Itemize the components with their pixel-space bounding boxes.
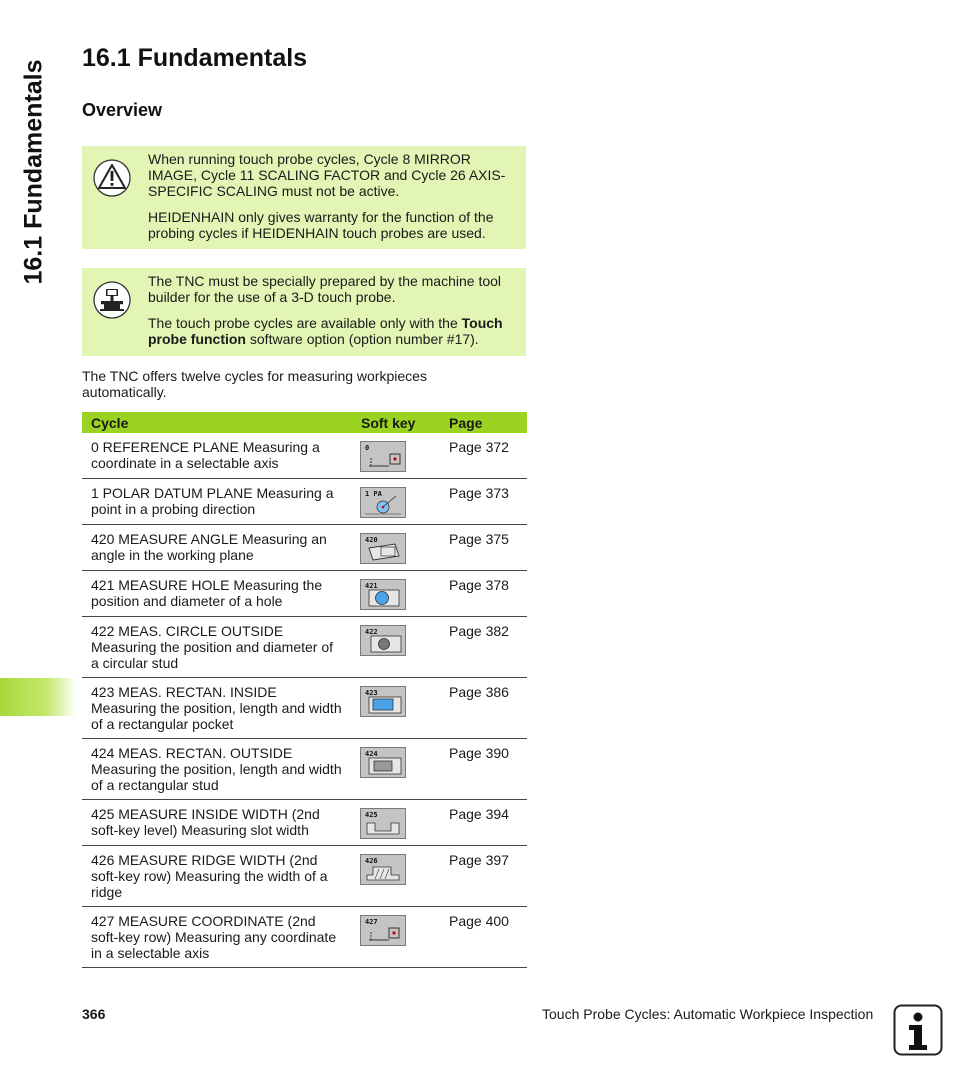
cycle-description: 425 MEASURE INSIDE WIDTH (2nd soft-key level) Measuring slot width	[82, 800, 352, 846]
table-row	[82, 525, 527, 571]
cycle-description: 423 MEAS. RECTAN. INSIDE Measuring the position, length and width of a rectangular pocket	[82, 678, 352, 739]
warning-triangle-icon	[92, 158, 132, 198]
page-reference: Page 400	[440, 907, 527, 968]
cycle-description: 421 MEASURE HOLE Measuring the position and diameter of a hole	[82, 571, 352, 617]
table-row	[82, 571, 527, 617]
softkey-measure-angle-icon[interactable]	[360, 533, 406, 564]
softkey-reference-plane-icon[interactable]	[360, 441, 406, 472]
warning-note	[82, 146, 526, 249]
machine-note-text-before: The touch probe cycles are available only with the	[148, 315, 462, 331]
page-reference: Page 386	[440, 678, 527, 739]
page-reference: Page 390	[440, 739, 527, 800]
page-reference: Page 373	[440, 479, 527, 525]
softkey-circle-outside-icon[interactable]	[360, 625, 406, 656]
intro-paragraph: The TNC offers twelve cycles for measuring workpieces automatically.	[82, 368, 427, 400]
softkey-ridge-width-icon[interactable]	[360, 854, 406, 885]
softkey-label: 425	[365, 811, 378, 819]
softkey-label: 422	[365, 628, 378, 636]
machine-note	[82, 268, 526, 356]
chapter-footer-title: Touch Probe Cycles: Automatic Workpiece Inspection	[542, 1006, 874, 1022]
page-reference: Page 382	[440, 617, 527, 678]
column-header-soft-key: Soft key	[352, 412, 440, 433]
softkey-rectangle-inside-icon[interactable]	[360, 686, 406, 717]
softkey-measure-hole-icon[interactable]	[360, 579, 406, 610]
cycle-description: 424 MEAS. RECTAN. OUTSIDE Measuring the position, length and width of a rectangular stud	[82, 739, 352, 800]
page-reference: Page 372	[440, 433, 527, 479]
table-row	[82, 739, 527, 800]
cycle-description: 422 MEAS. CIRCLE OUTSIDE Measuring the position and diameter of a circular stud	[82, 617, 352, 678]
softkey-label: 426	[365, 857, 378, 865]
table-row	[82, 433, 527, 479]
softkey-polar-datum-icon[interactable]	[360, 487, 406, 518]
softkey-label: 1 PA	[365, 490, 382, 498]
softkey-label: 427	[365, 918, 378, 926]
softkey-label: 423	[365, 689, 378, 697]
machine-tool-icon	[92, 280, 132, 320]
table-row	[82, 678, 527, 739]
cycle-table	[82, 412, 527, 968]
table-row	[82, 800, 527, 846]
page-title: 16.1 Fundamentals	[82, 44, 308, 72]
page-reference: Page 378	[440, 571, 527, 617]
page-reference: Page 397	[440, 846, 527, 907]
side-chapter-title	[14, 52, 54, 292]
softkey-inside-width-icon[interactable]	[360, 808, 406, 839]
touch-probe-function-emphasis: Touch probe function	[148, 315, 503, 347]
cycle-description: 1 POLAR DATUM PLANE Measuring a point in a probing direction	[82, 479, 352, 525]
softkey-label: 0	[365, 444, 370, 452]
column-header-cycle: Cycle	[82, 412, 352, 433]
table-row	[82, 846, 527, 907]
warning-note-paragraph-1: When running touch probe cycles, Cycle 8 MIRROR IMAGE, Cycle 11 SCALING FACTOR and Cycle 26 AXIS-SPECIFIC SCALING must not be active.	[148, 151, 506, 199]
machine-note-paragraph-1: The TNC must be specially prepared by the machine tool builder for the use of a 3-D touch probe.	[148, 273, 502, 305]
table-row	[82, 479, 527, 525]
machine-note-paragraph-2	[148, 315, 514, 347]
softkey-rectangle-outside-icon[interactable]	[360, 747, 406, 778]
side-chapter-title-text: 16.1 Fundamentals	[19, 59, 48, 285]
cycle-description: 420 MEASURE ANGLE Measuring an angle in the working plane	[82, 525, 352, 571]
cycle-description: 427 MEASURE COORDINATE (2nd soft-key row) Measuring any coordinate in a selectable axis	[82, 907, 352, 968]
info-icon	[893, 1004, 943, 1056]
softkey-label: 424	[365, 750, 378, 758]
cycle-description: 0 REFERENCE PLANE Measuring a coordinate in a selectable axis	[82, 433, 352, 479]
softkey-label: 421	[365, 582, 378, 590]
warning-note-paragraph-2: HEIDENHAIN only gives warranty for the function of the probing cycles if HEIDENHAIN touch probes are used.	[148, 209, 494, 241]
table-row	[82, 617, 527, 678]
cycle-description: 426 MEASURE RIDGE WIDTH (2nd soft-key row) Measuring the width of a ridge	[82, 846, 352, 907]
softkey-measure-coordinate-icon[interactable]	[360, 915, 406, 946]
softkey-label: 420	[365, 536, 378, 544]
page-reference: Page 375	[440, 525, 527, 571]
page-number: 366	[82, 1006, 106, 1022]
table-header-row	[82, 412, 527, 433]
table-row	[82, 907, 527, 968]
page-reference: Page 394	[440, 800, 527, 846]
machine-note-text-after: software option (option number #17).	[246, 331, 479, 347]
chapter-tab-marker	[0, 678, 76, 716]
section-subtitle: Overview	[82, 100, 163, 120]
column-header-page: Page	[440, 412, 527, 433]
